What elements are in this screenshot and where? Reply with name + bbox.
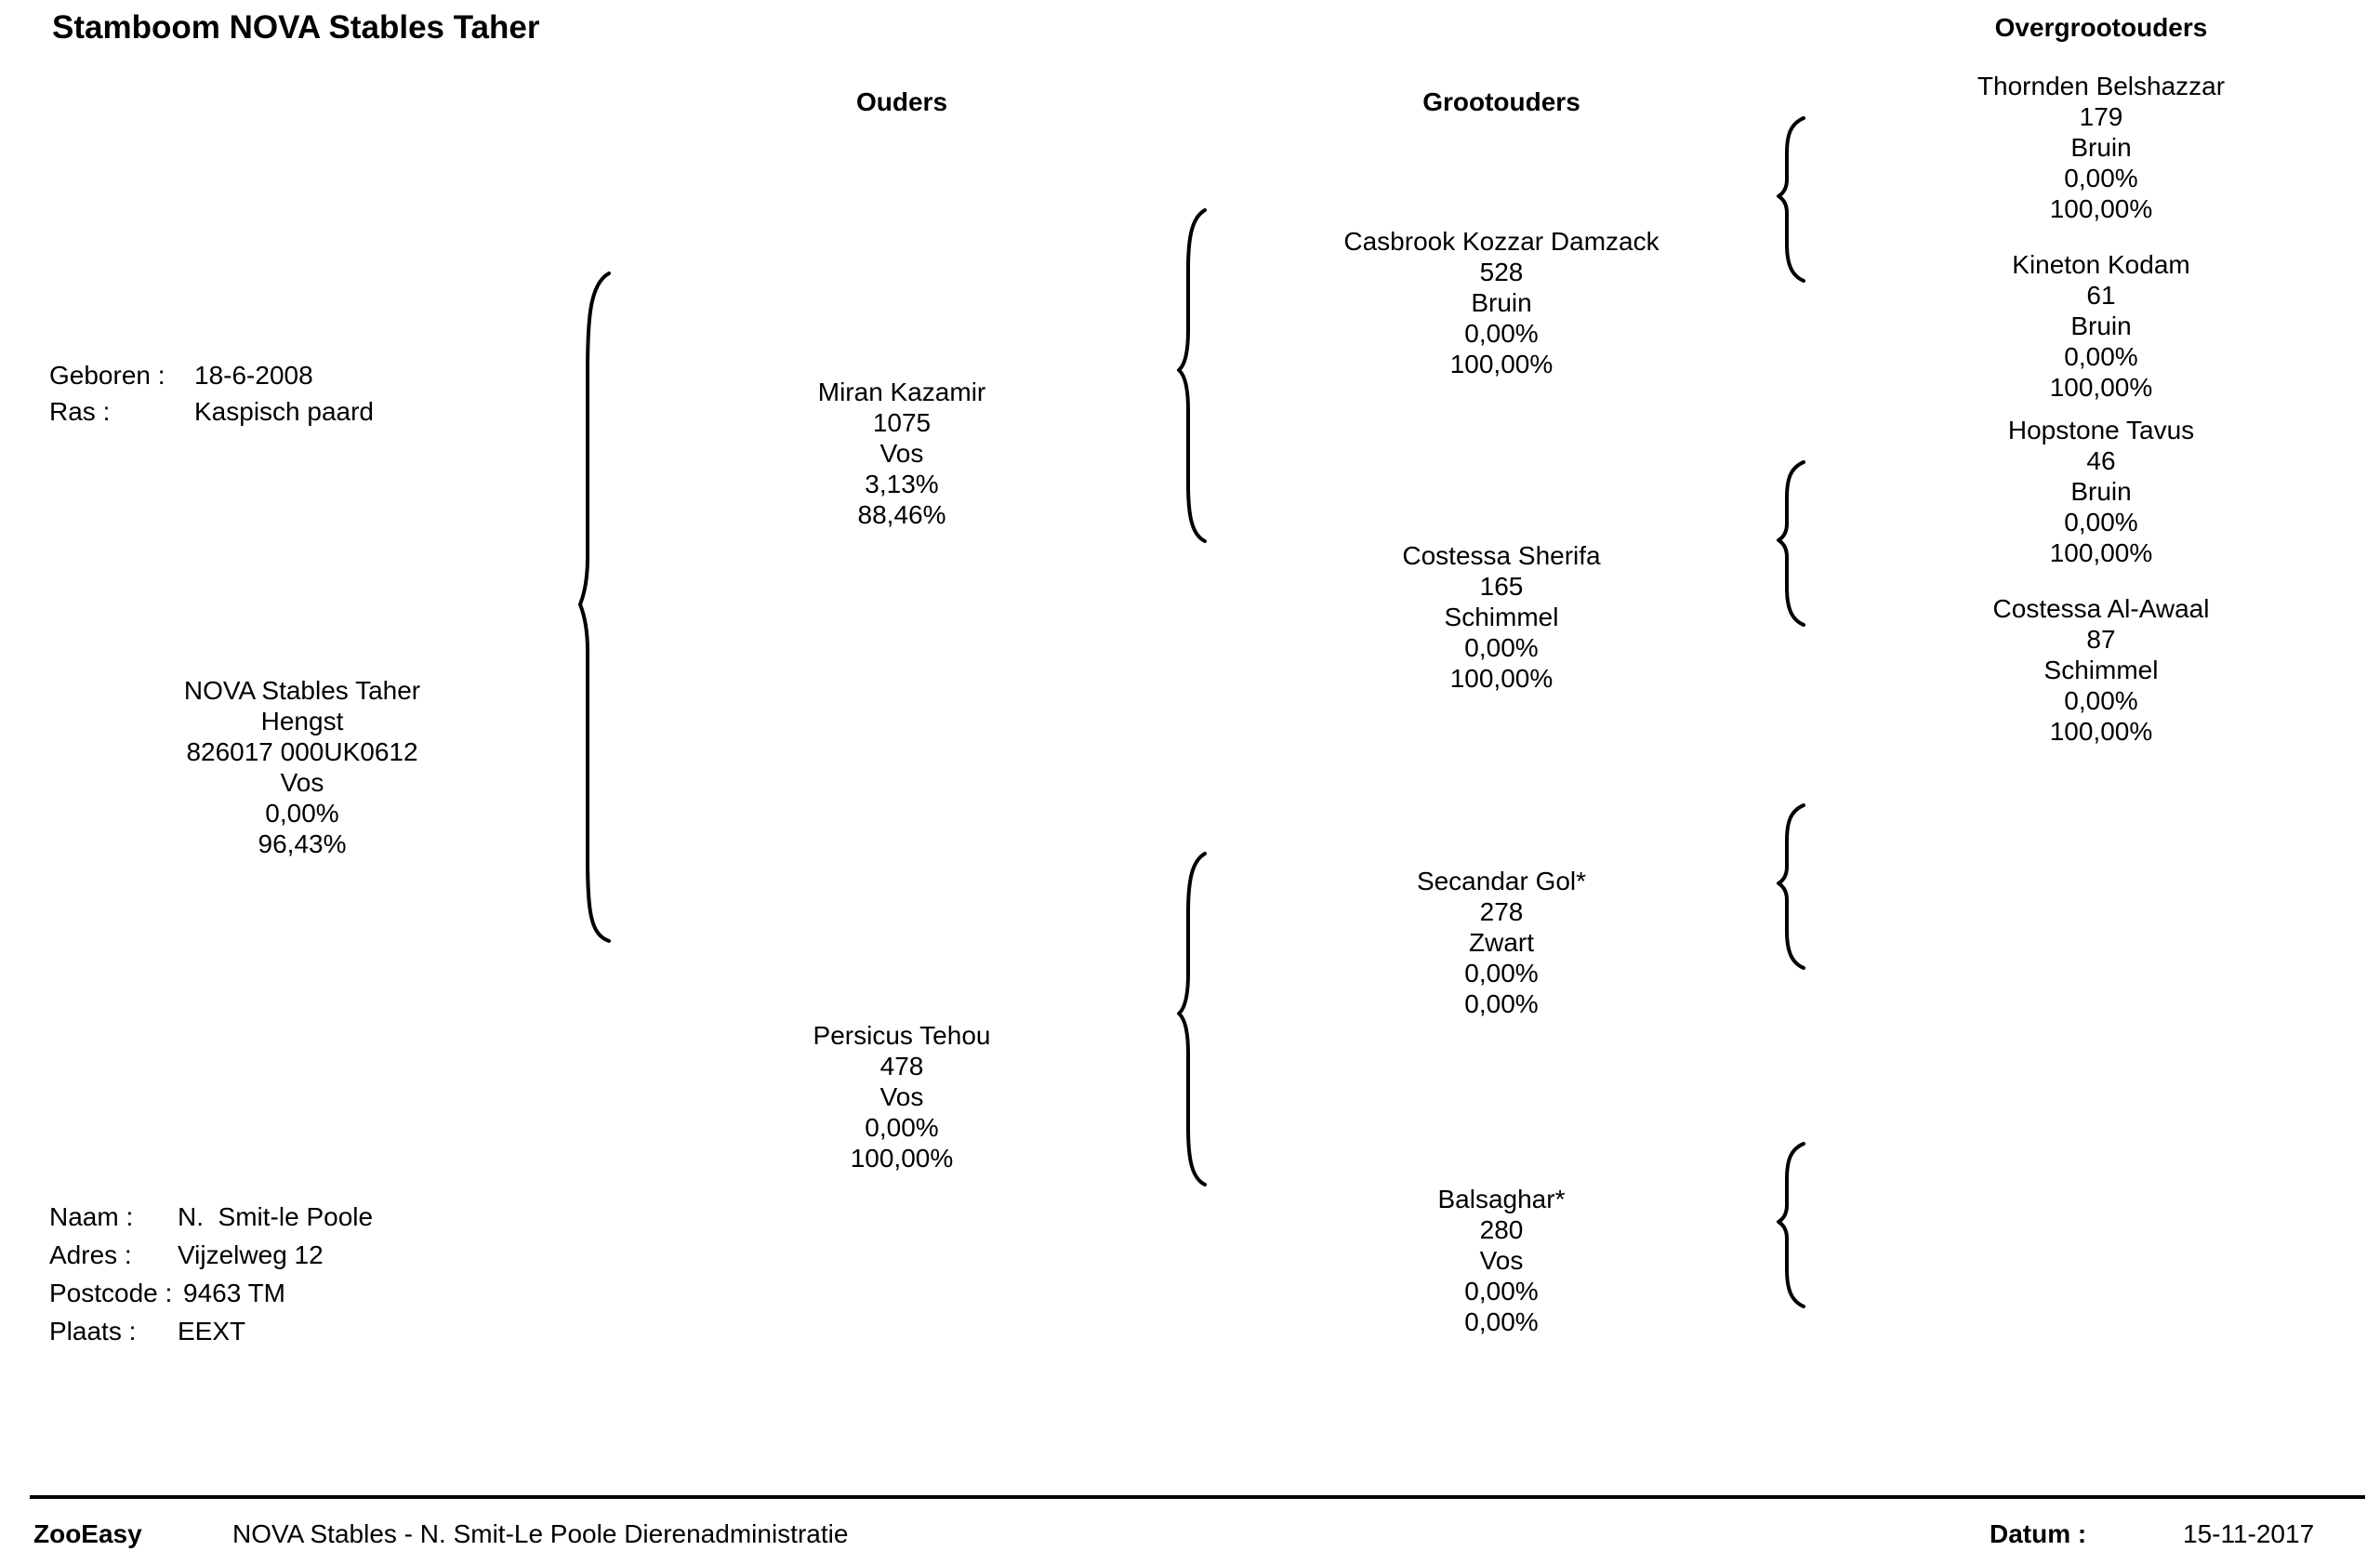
brace-grandparent-3	[1778, 805, 1804, 968]
subject-name: NOVA Stables Taher	[183, 676, 421, 705]
animal-name: Costessa Al-Awaal	[1992, 594, 2210, 623]
animal-pct1: 0,00%	[865, 1113, 939, 1142]
animal-number: 280	[1479, 1215, 1524, 1244]
animal-color: Vos	[1479, 1246, 1524, 1275]
animal-pct2: 88,46%	[857, 500, 946, 529]
footer-divider	[30, 1495, 2365, 1499]
animal-name: Hopstone Tavus	[2007, 416, 2195, 444]
animal-pct1: 0,00%	[2064, 686, 2138, 715]
brace-parent-dam	[1179, 854, 1205, 1185]
animal-pct1: 0,00%	[1464, 1277, 1539, 1306]
column-heading-grandparents: Grootouders	[1422, 87, 1580, 116]
column-heading-great-grandparents: Overgrootouders	[1994, 13, 2208, 42]
animal-color: Bruin	[2070, 133, 2132, 162]
animal-pct1: 0,00%	[2064, 164, 2138, 192]
animal-number: 46	[2086, 446, 2116, 475]
animal-pct1: 0,00%	[2064, 342, 2138, 371]
animal-number: 87	[2086, 625, 2116, 654]
brace-parent-sire	[1179, 210, 1205, 541]
animal-name: Persicus Tehou	[813, 1021, 991, 1050]
breed-label: Ras :	[49, 397, 111, 426]
owner-name-label: Naam :	[49, 1202, 134, 1231]
animal-pct1: 0,00%	[1464, 633, 1539, 662]
animal-name: Costessa Sherifa	[1402, 541, 1601, 570]
animal-color: Bruin	[2070, 477, 2132, 506]
animal-pct1: 0,00%	[1464, 959, 1539, 988]
animal-name: Miran Kazamir	[817, 378, 986, 406]
animal-color: Bruin	[2070, 312, 2132, 340]
footer-date-label: Datum :	[1990, 1519, 2087, 1548]
animal-name: Casbrook Kozzar Damzack	[1343, 227, 1659, 256]
owner-address-label: Adres :	[49, 1240, 132, 1269]
brace-subject	[580, 273, 609, 941]
born-value: 18-6-2008	[194, 361, 313, 390]
animal-name: Thornden Belshazzar	[1977, 72, 2226, 100]
footer-date-value: 15-11-2017	[2183, 1519, 2315, 1548]
brace-grandparent-2	[1778, 462, 1804, 625]
born-label: Geboren :	[49, 361, 165, 390]
animal-pct1: 3,13%	[865, 470, 939, 498]
subject-pct1: 0,00%	[265, 799, 339, 828]
animal-pct2: 0,00%	[1464, 1307, 1539, 1336]
animal-name: Secandar Gol*	[1416, 867, 1587, 895]
owner-address-value: Vijzelweg 12	[178, 1240, 324, 1269]
animal-pct1: 0,00%	[1464, 319, 1539, 348]
owner-city-value: EEXT	[178, 1317, 246, 1346]
owner-postcode-value: 9463 TM	[183, 1279, 285, 1307]
animal-number: 278	[1479, 897, 1524, 926]
animal-color: Bruin	[1471, 288, 1532, 317]
animal-pct2: 100,00%	[1449, 664, 1554, 693]
owner-postcode-label: Postcode :	[49, 1279, 173, 1307]
animal-pct2: 0,00%	[1464, 989, 1539, 1018]
subject-id: 826017 000UK0612	[186, 737, 418, 766]
animal-pct2: 100,00%	[850, 1144, 954, 1173]
animal-color: Zwart	[1469, 928, 1534, 957]
animal-number: 478	[879, 1052, 924, 1080]
column-heading-parents: Ouders	[855, 87, 948, 116]
animal-number: 61	[2086, 281, 2116, 310]
animal-color: Vos	[879, 1082, 924, 1111]
footer-app-name: ZooEasy	[33, 1519, 142, 1548]
owner-name-value: N. Smit-le Poole	[178, 1202, 374, 1231]
animal-pct2: 100,00%	[2049, 373, 2153, 402]
subject-pct2: 96,43%	[258, 829, 347, 858]
owner-city-label: Plaats :	[49, 1317, 137, 1346]
subject-sex: Hengst	[260, 707, 344, 736]
page-title: Stamboom NOVA Stables Taher	[52, 9, 540, 46]
animal-pct2: 100,00%	[1449, 350, 1554, 378]
animal-color: Vos	[879, 439, 924, 468]
animal-pct1: 0,00%	[2064, 508, 2138, 537]
animal-name: Kineton Kodam	[2012, 250, 2190, 279]
animal-pct2: 100,00%	[2049, 538, 2153, 567]
animal-pct2: 100,00%	[2049, 717, 2153, 746]
animal-number: 528	[1479, 258, 1524, 286]
brace-grandparent-1	[1778, 118, 1804, 281]
footer-organization: NOVA Stables - N. Smit-Le Poole Dierenadministratie	[232, 1519, 849, 1548]
animal-pct2: 100,00%	[2049, 194, 2153, 223]
breed-value: Kaspisch paard	[194, 397, 375, 426]
subject-color: Vos	[280, 768, 324, 797]
animal-number: 165	[1479, 572, 1524, 601]
animal-name: Balsaghar*	[1437, 1185, 1566, 1213]
brace-grandparent-4	[1778, 1144, 1804, 1306]
animal-color: Schimmel	[2043, 656, 2159, 684]
animal-color: Schimmel	[1444, 603, 1559, 631]
animal-number: 179	[2079, 102, 2123, 131]
animal-number: 1075	[872, 408, 932, 437]
